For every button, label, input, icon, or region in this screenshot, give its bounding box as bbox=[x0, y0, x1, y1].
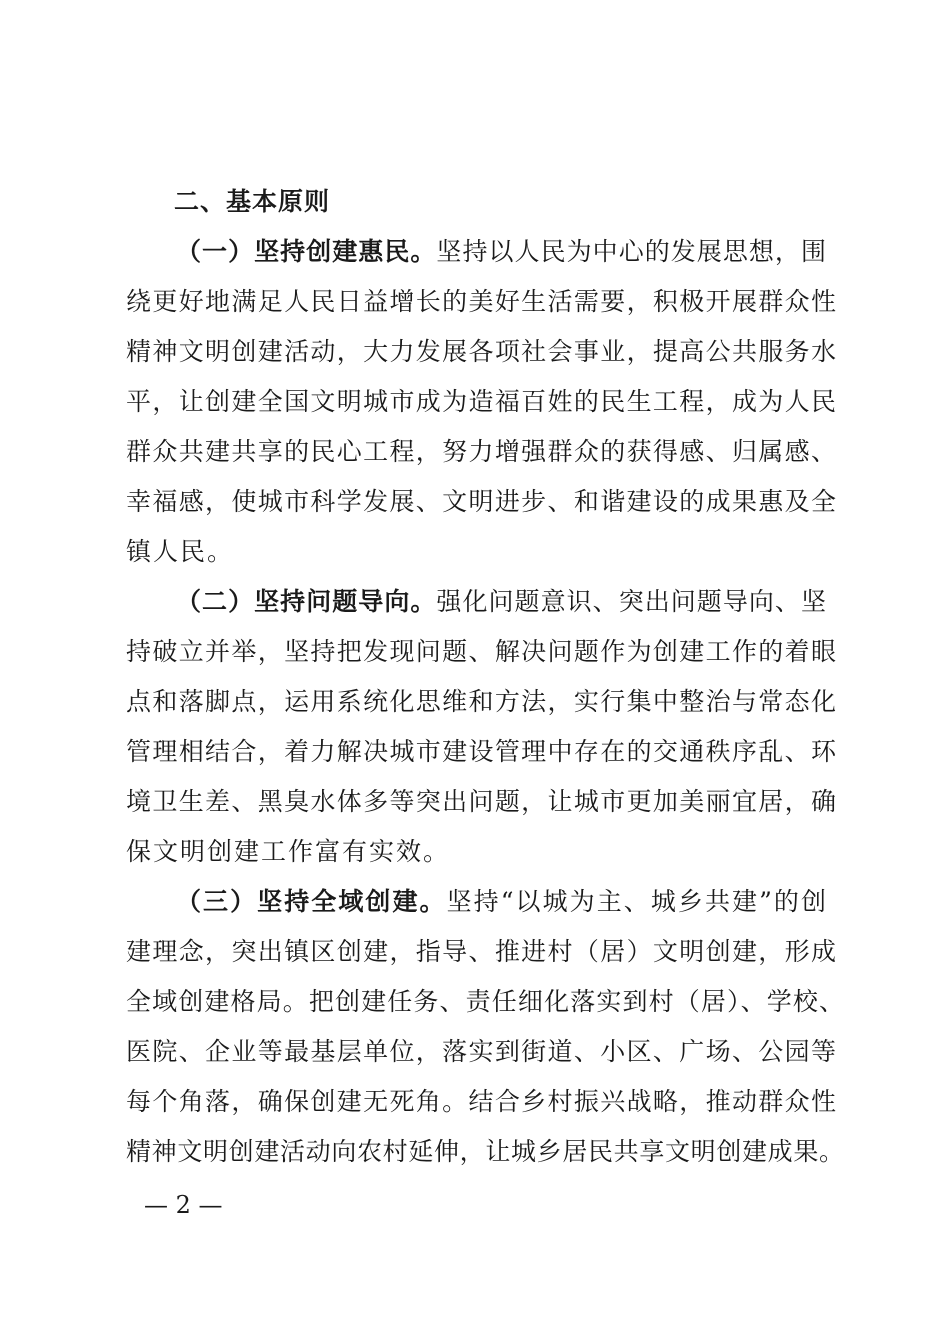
page-number: — 2 — bbox=[144, 1191, 223, 1219]
paragraph-3-line-5: 每个角落，确保创建无死角。结合乡村振兴战略，推动群众性 bbox=[126, 1087, 836, 1116]
paragraph-2-text: 强化问题意识、突出问题导向、坚 bbox=[436, 587, 826, 616]
paragraph-3-line-2: 建理念，突出镇区创建，指导、推进村（居）文明创建，形成 bbox=[126, 937, 836, 966]
paragraph-3-line-3: 全域创建格局。把创建任务、责任细化落实到村（居）、学校、 bbox=[126, 987, 844, 1016]
paragraph-2-line-4: 管理相结合，着力解决城市建设管理中存在的交通秩序乱、环 bbox=[126, 737, 836, 766]
paragraph-3-line-4: 医院、企业等最基层单位，落实到街道、小区、广场、公园等 bbox=[126, 1037, 836, 1066]
paragraph-3-lead: （三）坚持全域创建。 bbox=[176, 887, 447, 916]
paragraph-1-line-4: 平，让创建全国文明城市成为造福百姓的民生工程，成为人民 bbox=[126, 387, 836, 416]
paragraph-3-line-6: 精神文明创建活动向农村延伸，让城乡居民共享文明创建成果。 bbox=[126, 1137, 844, 1166]
paragraph-1-line-7: 镇人民。 bbox=[126, 537, 235, 566]
paragraph-1-line-6: 幸福感，使城市科学发展、文明进步、和谐建设的成果惠及全 bbox=[126, 487, 836, 516]
paragraph-2-lead: （二）坚持问题导向。 bbox=[176, 587, 437, 616]
paragraph-1-text: 坚持以人民为中心的发展思想，围 bbox=[436, 237, 826, 266]
paragraph-1-line-3: 精神文明创建活动，大力发展各项社会事业，提高公共服务水 bbox=[126, 337, 836, 366]
paragraph-2-line-5: 境卫生差、黑臭水体多等突出问题，让城市更加美丽宜居，确 bbox=[126, 787, 836, 816]
paragraph-1-line-5: 群众共建共享的民心工程，努力增强群众的获得感、归属感、 bbox=[126, 437, 836, 466]
paragraph-2-line-6: 保文明创建工作富有实效。 bbox=[126, 837, 451, 866]
paragraph-1-lead: （一）坚持创建惠民。 bbox=[176, 237, 437, 266]
paragraph-2-line-1 bbox=[176, 582, 826, 622]
paragraph-1-line-2: 绕更好地满足人民日益增长的美好生活需要，积极开展群众性 bbox=[126, 287, 836, 316]
paragraph-1-line-1 bbox=[176, 232, 826, 272]
paragraph-3-text: 坚持“以城为主、城乡共建”的创 bbox=[446, 887, 826, 916]
paragraph-2-line-3: 点和落脚点，运用系统化思维和方法，实行集中整治与常态化 bbox=[126, 687, 836, 716]
paragraph-2-line-2: 持破立并举，坚持把发现问题、解决问题作为创建工作的着眼 bbox=[126, 637, 836, 666]
section-heading: 二、基本原则 bbox=[174, 187, 331, 216]
paragraph-3-line-1 bbox=[176, 882, 826, 922]
